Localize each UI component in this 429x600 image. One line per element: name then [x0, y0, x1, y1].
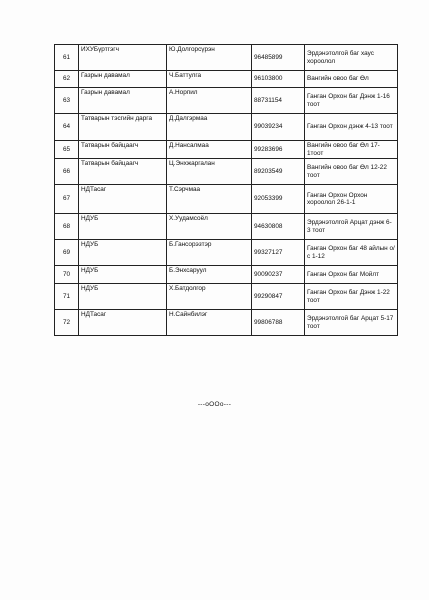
phone-cell: 99290847 [252, 284, 305, 310]
row-number-cell: 70 [55, 266, 79, 284]
row-number-cell: 61 [55, 45, 79, 71]
row-number-cell: 69 [55, 240, 79, 266]
phone-cell: 89203549 [252, 159, 305, 185]
phone-cell: 99039234 [252, 114, 305, 141]
table-row [55, 114, 398, 141]
address-cell: Эрдэнэтолгой баг хаус хороолол [305, 45, 398, 71]
address-cell: Ганган Орхон дэнж 4-13 тоот [305, 114, 398, 141]
name-cell: Х.Батдолгор [167, 284, 252, 310]
phone-cell: 99283696 [252, 141, 305, 159]
table-body [55, 45, 398, 336]
phone-cell: 94630808 [252, 214, 305, 240]
position-cell: Газрын давамал [79, 88, 167, 114]
table-row [55, 88, 398, 114]
table-row [55, 284, 398, 310]
row-number-cell: 62 [55, 71, 79, 88]
row-number-cell: 65 [55, 141, 79, 159]
address-cell: Ганган Орхон Орхон хороолол 26-1-1 [305, 185, 398, 214]
row-number-cell: 66 [55, 159, 79, 185]
position-cell: Газрын давамал [79, 71, 167, 88]
name-cell: Д.Нансалмаа [167, 141, 252, 159]
name-cell: Х.Уудамсоёл [167, 214, 252, 240]
row-number-cell: 67 [55, 185, 79, 214]
name-cell: Т.Сэрчмаа [167, 185, 252, 214]
position-cell: НДУБ [79, 266, 167, 284]
position-cell: Татварын байцаагч [79, 159, 167, 185]
phone-cell: 90090237 [252, 266, 305, 284]
table-row [55, 310, 398, 336]
position-cell: НДУБ [79, 214, 167, 240]
table-row [55, 214, 398, 240]
position-cell: НДУБ [79, 240, 167, 266]
address-cell: Эрдэнэтолгой Арцат дэнж 6-3 тоот [305, 214, 398, 240]
table-row [55, 71, 398, 88]
row-number-cell: 64 [55, 114, 79, 141]
phone-cell: 96103800 [252, 71, 305, 88]
table-row [55, 141, 398, 159]
name-cell: Ч.Баттулга [167, 71, 252, 88]
table-row [55, 45, 398, 71]
table-row [55, 240, 398, 266]
name-cell: Б.Гансорэзтэр [167, 240, 252, 266]
address-cell: Вангийн овоо баг Өл 12-22 тоот [305, 159, 398, 185]
row-number-cell: 68 [55, 214, 79, 240]
address-cell: Эрдэнэтолгой баг Арцат 5-17 тоот [305, 310, 398, 336]
table-row [55, 159, 398, 185]
name-cell: Ц.Энхжаргалан [167, 159, 252, 185]
address-cell: Вангийн овоо баг Өл [305, 71, 398, 88]
position-cell: Татварын тэсгийн дарга [79, 114, 167, 141]
phone-cell: 96485899 [252, 45, 305, 71]
row-number-cell: 63 [55, 88, 79, 114]
end-marker: ---oOOo--- [197, 401, 232, 408]
address-cell: Ганган Орхон баг Дэнж 1-22 тоот [305, 284, 398, 310]
address-cell: Вангийн овоо баг Өл 17-1тоот [305, 141, 398, 159]
name-cell: А.Норпил [167, 88, 252, 114]
staff-contact-table [54, 44, 398, 336]
row-number-cell: 72 [55, 310, 79, 336]
address-cell: Ганган Орхон баг 48 айлын о/с 1-12 [305, 240, 398, 266]
position-cell: НДТасаг [79, 185, 167, 214]
table-row [55, 185, 398, 214]
position-cell: НДУБ [79, 284, 167, 310]
phone-cell: 88731154 [252, 88, 305, 114]
position-cell: ИХУБүртгэгч [79, 45, 167, 71]
row-number-cell: 71 [55, 284, 79, 310]
name-cell: Н.Сайнбилэг [167, 310, 252, 336]
phone-cell: 92053399 [252, 185, 305, 214]
name-cell: Ю.Долгорсүрэн [167, 45, 252, 71]
position-cell: Татварын байцаагч [79, 141, 167, 159]
name-cell: Д.Далгэрмаа [167, 114, 252, 141]
address-cell: Ганган Орхон баг Дэнж 1-16 тоот [305, 88, 398, 114]
phone-cell: 99327127 [252, 240, 305, 266]
position-cell: НДТасаг [79, 310, 167, 336]
phone-cell: 99806788 [252, 310, 305, 336]
name-cell: Б.Энхсаруул [167, 266, 252, 284]
table-row [55, 266, 398, 284]
address-cell: Ганган Орхон баг Мойлт [305, 266, 398, 284]
